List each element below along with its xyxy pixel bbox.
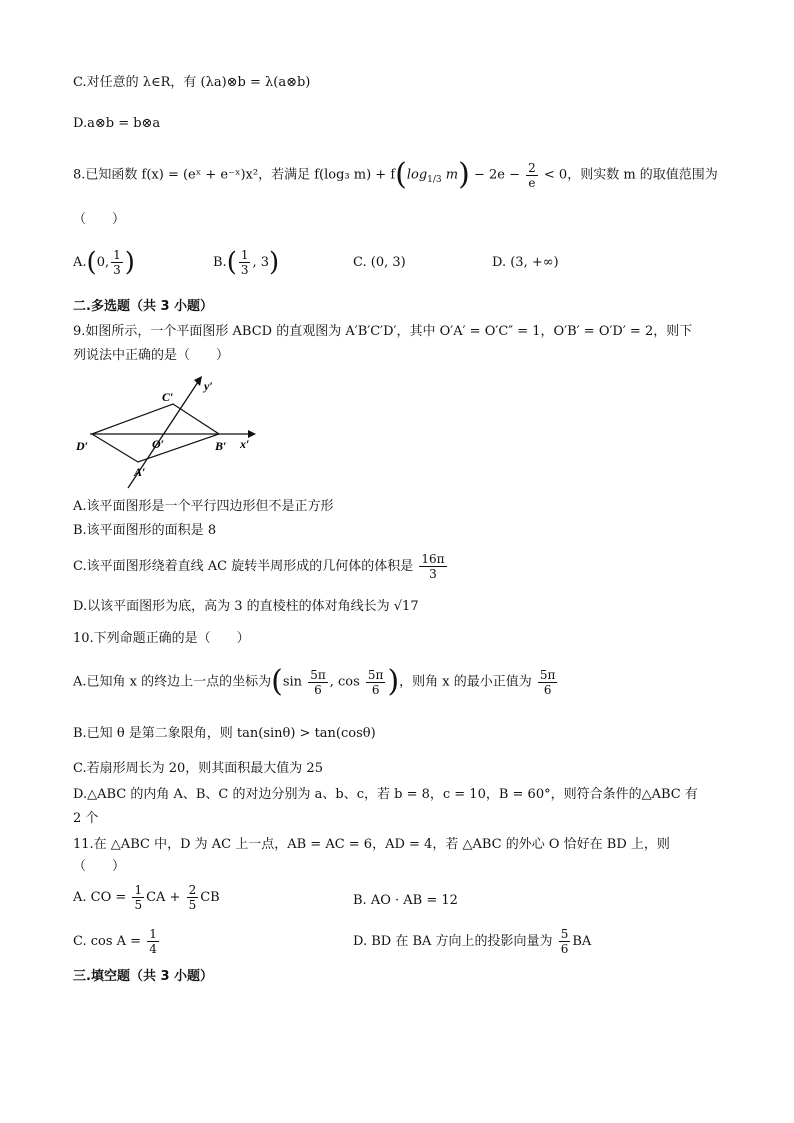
q8-log: log xyxy=(406,167,428,183)
q10-option-a-text: A.已知角 x 的终边上一点的坐标为 xyxy=(73,674,272,690)
q8-stem-part-a: 8.已知函数 f(x) = (eˣ + e⁻ˣ)x²，若满足 f(log₃ m) + f xyxy=(73,167,396,183)
q11-option-d-num: 5 xyxy=(560,927,569,941)
q11-stem-line1: 11.在 △ABC 中，D 为 AC 上一点，AB = AC = 6，AD = 4，若 △ABC 的外心 O 恰好在 BD 上，则 xyxy=(73,837,670,852)
q10-option-a-mid: ，则角 x 的最小正值为 xyxy=(399,674,532,690)
q8-right-paren: ) xyxy=(458,157,470,192)
q11-option-a-den2: 5 xyxy=(188,898,197,912)
q11-option-a-num1: 1 xyxy=(134,883,143,897)
q10-option-a-cos: , cos xyxy=(329,674,360,690)
q8-stem-part-c: < 0，则实数 m 的取值范围为 xyxy=(543,167,718,183)
q8-option-c[interactable]: C. (0, 3) xyxy=(353,255,406,270)
q11-option-d-end: BA xyxy=(572,934,592,949)
q11-option-a-num2: 2 xyxy=(188,883,197,897)
q8-option-a-label: A. xyxy=(73,255,87,270)
label-d-prime: D′ xyxy=(76,439,89,453)
q8-answer-blank: （ ） xyxy=(73,212,126,227)
q8-option-a-first: 0, xyxy=(96,255,110,270)
q8-option-b[interactable]: B.( $\frac{1}{3}$ , 3) xyxy=(213,247,280,278)
label-c-prime: C′ xyxy=(162,390,174,404)
q10-option-b[interactable]: B.已知 θ 是第二象限角，则 tan(sinθ) > tan(cosθ) xyxy=(73,726,376,741)
q11-option-d[interactable] xyxy=(353,926,591,958)
q9-option-c[interactable] xyxy=(73,552,449,581)
q9-option-c-den: 3 xyxy=(429,567,437,581)
q11-option-b[interactable]: B. AO · AB = 12 xyxy=(353,893,458,908)
q10-option-a-num1: 5π xyxy=(310,667,326,682)
q8-frac-den: e xyxy=(528,175,536,190)
q9-option-c-text: C.该平面图形绕着直线 AC 旋转半周形成的几何体的体积是 xyxy=(73,559,414,574)
q10-option-a[interactable]: A.已知角 x 的终边上一点的坐标为(sin $\frac{5\pi}{6}$ , cos $\frac{5\pi}{6}$ )，则角 x 的最小正值为 $\frac{5\pi}{6}$ xyxy=(73,664,556,699)
y-axis-arrow-icon xyxy=(194,376,202,386)
q9-option-a[interactable]: A.该平面图形是一个平行四边形但不是正方形 xyxy=(73,499,334,514)
q7-option-c[interactable]: C.对任意的 λ∈R，有 (λa)⊗b = λ(a⊗b) xyxy=(73,75,311,90)
q11-option-a-mid: CA + xyxy=(146,890,181,905)
q8-fraction xyxy=(526,161,538,190)
q10-option-d-line1[interactable]: D.△ABC 的内角 A、B、C 的对边分别为 a、b、c，若 b = 8，c = 10，B = 60°，则符合条件的△ABC 有 xyxy=(73,787,698,802)
q9-option-b[interactable]: B.该平面图形的面积是 8 xyxy=(73,523,217,538)
q10-option-a-num3: 5π xyxy=(539,667,556,682)
section-multiple-choice-heading: 二.多选题（共 3 小题） xyxy=(73,299,214,314)
q9-option-c-num: 16π xyxy=(421,552,445,566)
q11-option-c-text: C. cos A = xyxy=(73,934,142,949)
q8-stem-part-b: − 2e − xyxy=(473,167,520,183)
q8-option-d[interactable]: D. (3, +∞) xyxy=(492,255,559,270)
q11-option-c[interactable] xyxy=(73,926,161,958)
label-a-prime: A′ xyxy=(134,465,146,479)
section-fill-in-heading: 三.填空题（共 3 小题） xyxy=(73,969,214,984)
label-y-axis: y′ xyxy=(204,379,213,393)
q8-stem xyxy=(73,158,718,197)
q11-option-c-num: 1 xyxy=(149,927,157,941)
q8-frac-num: 2 xyxy=(528,160,536,175)
q10-option-a-sin: sin xyxy=(282,674,303,690)
q8-option-a-den: 3 xyxy=(113,263,121,277)
q11-option-d-den: 6 xyxy=(560,942,569,956)
q11-stem-line2: （ ） xyxy=(73,859,126,874)
q10-option-a-num2: 5π xyxy=(367,667,384,682)
q8-left-paren: ( xyxy=(395,157,407,192)
q10-option-a-den3: 6 xyxy=(543,682,552,697)
q11-option-d-text: D. BD 在 BA 方向上的投影向量为 xyxy=(353,934,553,949)
q11-option-c-den: 4 xyxy=(149,942,157,956)
q10-option-a-den1: 6 xyxy=(314,682,322,697)
q10-option-a-den2: 6 xyxy=(371,682,380,697)
q9-option-d[interactable]: D.以该平面图形为底，高为 3 的直棱柱的体对角线长为 √17 xyxy=(73,599,419,614)
q10-stem: 10.下列命题正确的是（ ） xyxy=(73,631,250,646)
label-x-axis: x′ xyxy=(240,437,250,451)
q8-m: m xyxy=(445,167,459,183)
q8-option-b-num: 1 xyxy=(240,248,249,262)
q11-option-a-text: A. CO = xyxy=(73,890,127,905)
q9-stem-line1: 9.如图所示，一个平面图形 ABCD 的直观图为 A′B′C′D′，其中 O′A′ = O′C″ = 1，O′B′ = O′D′ = 2，则下 xyxy=(73,324,693,339)
q9-stem-line2: 列说法中正确的是（ ） xyxy=(73,348,230,363)
label-o-prime: O′ xyxy=(152,437,165,451)
label-b-prime: B′ xyxy=(215,439,227,453)
quadrilateral-outline xyxy=(92,404,219,462)
q10-option-d-line2: 2 个 xyxy=(73,811,99,826)
q10-option-c[interactable]: C.若扇形周长为 20，则其面积最大值为 25 xyxy=(73,761,323,776)
q8-option-a[interactable]: A.(0, $\frac{1}{3}$ ) xyxy=(73,247,135,278)
q11-option-a-end: CB xyxy=(200,890,220,905)
q8-option-b-label: B. xyxy=(213,255,227,270)
q11-option-a-den1: 5 xyxy=(134,898,143,912)
q9-figure xyxy=(70,370,260,490)
q8-option-b-den: 3 xyxy=(240,263,249,277)
q8-log-base: 1/3 xyxy=(427,175,442,186)
q11-option-a[interactable] xyxy=(73,882,220,914)
q7-option-d[interactable]: D.a⊗b = b⊗a xyxy=(73,116,161,131)
q8-option-a-num: 1 xyxy=(113,248,121,262)
q8-option-b-after: , 3 xyxy=(252,255,270,270)
